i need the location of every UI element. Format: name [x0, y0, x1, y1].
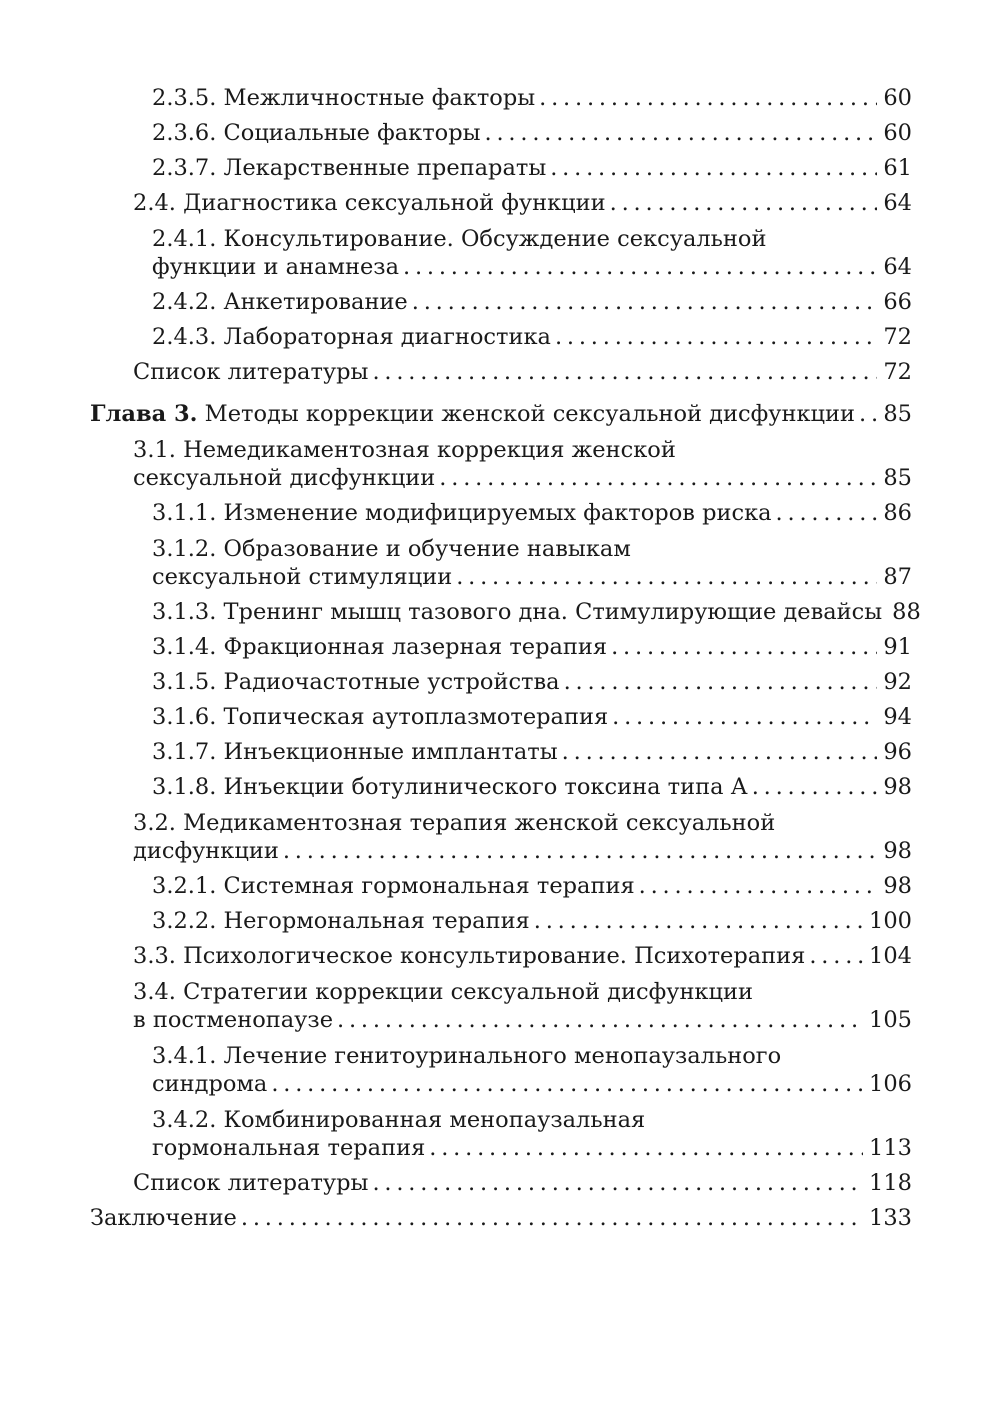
- toc-entry-title: 2.3.7. Лекарственные препараты: [152, 155, 547, 181]
- toc-page-number: 86: [883, 500, 912, 526]
- toc-page-number: 85: [883, 465, 912, 491]
- toc-entry[interactable]: [90, 436, 912, 492]
- toc-entry-title: 3.3. Психологическое консультирование. Психотерапия: [133, 943, 806, 969]
- toc-entry[interactable]: [90, 1204, 912, 1232]
- toc-page-number: 85: [883, 401, 912, 427]
- toc-page-number: 66: [883, 289, 912, 315]
- toc-page-number: 60: [883, 85, 912, 111]
- toc-page-number: 98: [883, 873, 912, 899]
- toc-entry-title-line1: 3.4. Стратегии коррекции сексуальной дисфункции: [133, 979, 753, 1005]
- dot-leader: [456, 563, 877, 591]
- dot-leader: [412, 288, 878, 316]
- toc-entry-title: 3.1.5. Радиочастотные устройства: [152, 669, 560, 695]
- toc-entry[interactable]: [90, 978, 912, 1034]
- toc-entry-title: 3.1.3. Тренинг мышц тазового дна. Стимулирующие девайсы: [152, 599, 883, 625]
- toc-entry-title: 2.4.2. Анкетирование: [152, 289, 408, 315]
- toc-entry-title: в постменопаузе: [133, 1007, 334, 1033]
- toc-entry-title-line1: 3.1.2. Образование и обучение навыкам: [152, 536, 631, 562]
- toc-entry-title: 3.2.1. Системная гормональная терапия: [152, 873, 635, 899]
- dot-leader: [611, 633, 877, 661]
- toc-entry-title: функции и анамнеза: [152, 254, 399, 280]
- toc-page-number: 94: [883, 704, 912, 730]
- toc-entry[interactable]: [90, 1106, 912, 1162]
- toc-page-number: 113: [869, 1135, 912, 1161]
- toc-entry[interactable]: [90, 738, 912, 766]
- toc-entry-title: синдрома: [152, 1071, 268, 1097]
- dot-leader: [752, 773, 878, 801]
- dot-leader: [439, 464, 877, 492]
- dot-leader: [337, 1006, 863, 1034]
- chapter-number: Глава 3.: [90, 401, 198, 427]
- toc-entry[interactable]: [90, 942, 912, 970]
- dot-leader: [612, 703, 877, 731]
- toc-entry[interactable]: [90, 703, 912, 731]
- toc-entry[interactable]: [90, 1169, 912, 1197]
- toc-page-number: 98: [883, 774, 912, 800]
- toc-entry[interactable]: [90, 668, 912, 696]
- toc-page-number: 133: [869, 1205, 912, 1231]
- dot-leader: [809, 942, 863, 970]
- toc-page-number: 72: [883, 359, 912, 385]
- dot-leader: [539, 84, 877, 112]
- toc-entry-title-line1: 3.4.2. Комбинированная менопаузальная: [152, 1107, 646, 1133]
- toc-entry-title: 3.1.8. Инъекции ботулинического токсина типа А: [152, 774, 748, 800]
- table-of-contents: [90, 84, 921, 1232]
- toc-page-number: 64: [883, 190, 912, 216]
- dot-leader: [555, 323, 877, 351]
- dot-leader: [550, 154, 877, 182]
- dot-leader: [372, 1169, 863, 1197]
- toc-page-number: 100: [869, 908, 912, 934]
- dot-leader: [562, 738, 878, 766]
- toc-entry[interactable]: [90, 119, 912, 147]
- toc-entry[interactable]: [90, 773, 912, 801]
- toc-entry[interactable]: [90, 872, 912, 900]
- toc-entry[interactable]: [90, 499, 912, 527]
- toc-page-number: 96: [883, 739, 912, 765]
- toc-page-number: 64: [883, 254, 912, 280]
- toc-page-number: 92: [883, 669, 912, 695]
- dot-leader: [534, 907, 863, 935]
- dot-leader: [403, 253, 877, 281]
- toc-entry[interactable]: [90, 225, 912, 281]
- toc-entry[interactable]: [90, 84, 912, 112]
- toc-page-number: 60: [883, 120, 912, 146]
- toc-entry[interactable]: [90, 907, 912, 935]
- toc-chapter-entry[interactable]: [90, 400, 912, 428]
- toc-entry-title: 3.2.2. Негормональная терапия: [152, 908, 530, 934]
- toc-entry-title-line1: 3.4.1. Лечение генитоуринального менопаузального: [152, 1043, 782, 1069]
- toc-entry-title: Заключение: [90, 1205, 237, 1231]
- toc-entry-title: Список литературы: [133, 359, 369, 385]
- toc-entry-title: Список литературы: [133, 1170, 369, 1196]
- toc-entry[interactable]: [90, 288, 912, 316]
- dot-leader: [776, 499, 878, 527]
- toc-page-number: 106: [869, 1071, 912, 1097]
- toc-entry[interactable]: [90, 189, 912, 217]
- toc-entry-title: гормональная терапия: [152, 1135, 426, 1161]
- toc-page-number: 105: [869, 1007, 912, 1033]
- dot-leader: [271, 1070, 863, 1098]
- toc-entry[interactable]: [90, 1042, 912, 1098]
- toc-entry-title-line1: 3.2. Медикаментозная терапия женской сексуальной: [133, 810, 776, 836]
- toc-page-number: 98: [883, 838, 912, 864]
- toc-page-number: 91: [883, 634, 912, 660]
- dot-leader: [283, 837, 878, 865]
- dot-leader: [639, 872, 878, 900]
- toc-entry[interactable]: [90, 535, 912, 591]
- dot-leader: [429, 1134, 863, 1162]
- toc-entry[interactable]: [90, 633, 912, 661]
- dot-leader: [564, 668, 878, 696]
- toc-entry-title: Методы коррекции женской сексуальной дисфункции: [204, 401, 855, 427]
- toc-entry-title: 2.3.6. Социальные факторы: [152, 120, 481, 146]
- toc-entry-title-line1: 2.4.1. Консультирование. Обсуждение сексуальной: [152, 226, 767, 252]
- toc-page-number: 72: [883, 324, 912, 350]
- toc-entry-title: 3.1.6. Топическая аутоплазмотерапия: [152, 704, 609, 730]
- toc-page-number: 104: [869, 943, 912, 969]
- toc-page-number: 61: [883, 155, 912, 181]
- toc-entry[interactable]: [90, 598, 921, 626]
- toc-page-number: 118: [869, 1170, 912, 1196]
- toc-entry-title: 2.4.3. Лабораторная диагностика: [152, 324, 551, 350]
- toc-entry[interactable]: [90, 323, 912, 351]
- toc-entry-title: сексуальной стимуляции: [152, 564, 453, 590]
- toc-page-number: 87: [883, 564, 912, 590]
- toc-entry-title: 3.1.4. Фракционная лазерная терапия: [152, 634, 608, 660]
- toc-entry[interactable]: [90, 154, 912, 182]
- dot-leader: [859, 400, 877, 428]
- toc-entry-title: 2.3.5. Межличностные факторы: [152, 85, 536, 111]
- toc-entry-title: 2.4. Диагностика сексуальной функции: [133, 190, 606, 216]
- dot-leader: [485, 119, 878, 147]
- dot-leader: [372, 358, 877, 386]
- toc-entry[interactable]: [90, 809, 912, 865]
- dot-leader: [610, 189, 878, 217]
- toc-entry-title: 3.1.1. Изменение модифицируемых факторов риска: [152, 500, 772, 526]
- toc-entry[interactable]: [90, 358, 912, 386]
- toc-page-number: 88: [892, 599, 921, 625]
- dot-leader: [241, 1204, 863, 1232]
- toc-entry-title-line1: 3.1. Немедикаментозная коррекция женской: [133, 437, 676, 463]
- toc-entry-title: сексуальной дисфункции: [133, 465, 436, 491]
- toc-entry-title: 3.1.7. Инъекционные имплантаты: [152, 739, 558, 765]
- toc-entry-title: дисфункции: [133, 838, 279, 864]
